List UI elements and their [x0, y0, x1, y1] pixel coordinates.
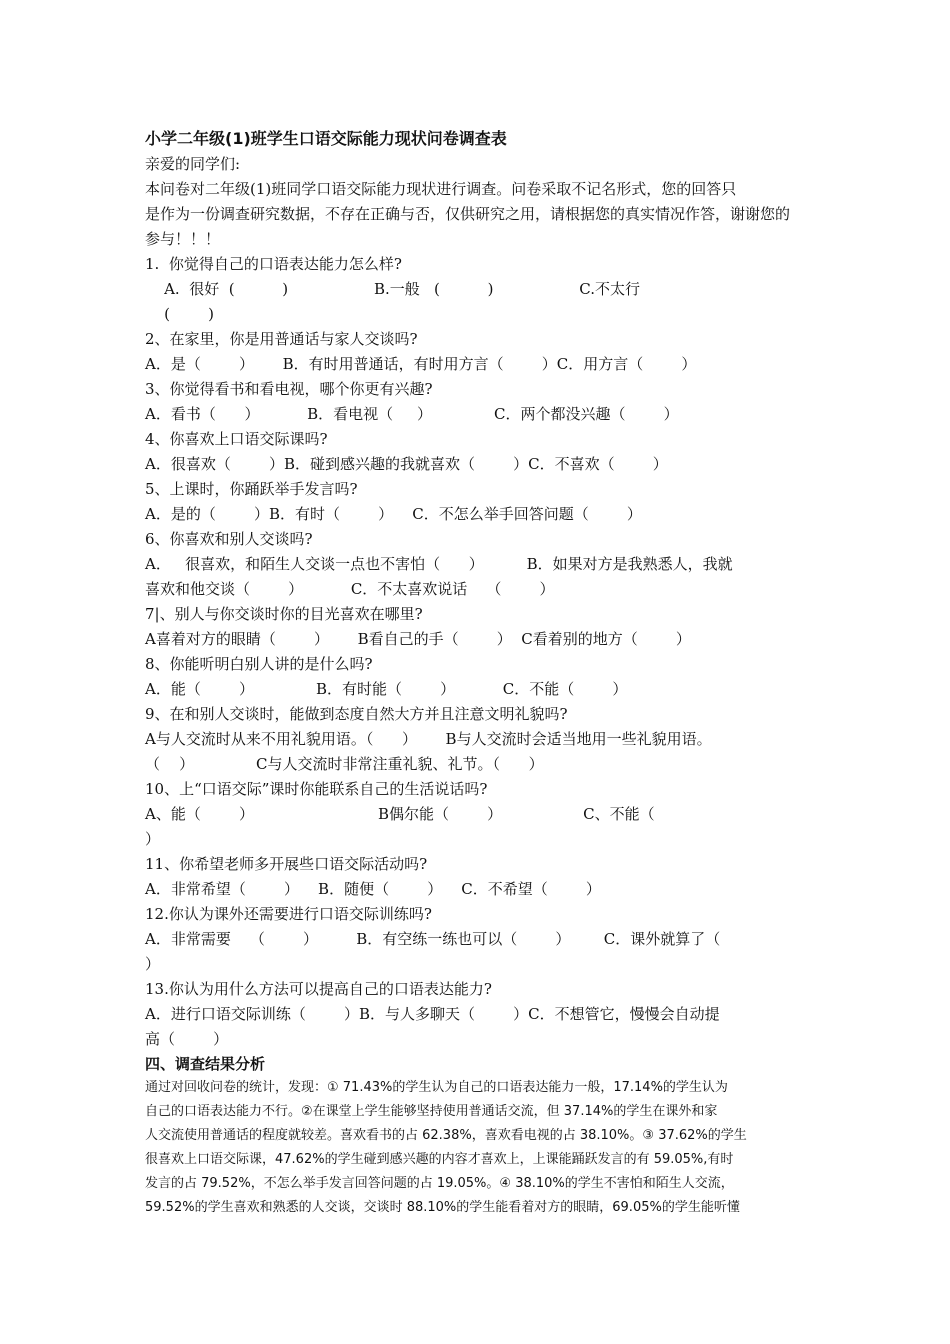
intro-line: 是作为一份调查研究数据，不存在正确与否，仅供研究之用，请根据您的真实情况作答，谢谢您的 — [145, 205, 791, 223]
question-6-options: 喜欢和他交谈（ ） C．不太喜欢说话 （ ） — [145, 580, 555, 598]
question-12-options: A．非常需要 （ ） B．有空练一练也可以（ ） C．课外就算了（ — [145, 930, 721, 948]
question-2-options: A．是（ ） B．有时用普通话，有时用方言（ ）C．用方言（ ） — [145, 355, 697, 373]
question-1-options: A. 很好 ( ) B.一般 ( ) C.不太行 — [145, 280, 640, 298]
question-8-options: A．能（ ） B．有时能（ ） C．不能（ ） — [145, 680, 628, 698]
greeting: 亲爱的同学们: — [145, 155, 241, 173]
analysis-line: 59.52%的学生喜欢和熟悉的人交谈，交谈时 88.10%的学生能看着对方的眼睛，69.05%的学生能听懂 — [145, 1200, 740, 1215]
question-11-options: A．非常希望（ ） B．随便（ ） C．不希望（ ） — [145, 880, 601, 898]
section-heading: 四、调查结果分析 — [145, 1055, 266, 1073]
question-6-options: A． 很喜欢，和陌生人交谈一点也不害怕（ ） B．如果对方是我熟悉人，我就 — [145, 555, 733, 573]
question-4-options: A．很喜欢（ ）B．碰到感兴趣的我就喜欢（ ）C．不喜欢（ ） — [145, 455, 668, 473]
question-9-options: （ ） C与人交流时非常注重礼貌、礼节。（ ） — [145, 755, 544, 773]
question-3: 3、你觉得看书和看电视，哪个你更有兴趣? — [145, 380, 433, 398]
question-12-options: ） — [145, 955, 161, 973]
question-12: 12.你认为课外还需要进行口语交际训练吗? — [145, 905, 432, 923]
question-13-options: A．进行口语交际训练（ ）B．与人多聊天（ ）C．不想管它，慢慢会自动提 — [145, 1005, 720, 1023]
question-7: 7|、别人与你交谈时你的目光喜欢在哪里? — [145, 605, 423, 623]
intro-line: 参与！！！ — [145, 230, 221, 248]
document-title: 小学二年级(1)班学生口语交际能力现状问卷调查表 — [145, 129, 507, 148]
question-1-options: ( ) — [145, 305, 214, 323]
question-8: 8、你能听明白别人讲的是什么吗? — [145, 655, 373, 673]
question-7-options: A喜着对方的眼睛（ ） B看自己的手（ ） C看着别的地方（ ） — [145, 630, 691, 648]
question-10-options: ） — [145, 830, 161, 848]
analysis-line: 自己的口语表达能力不行。②在课堂上学生能够坚持使用普通话交流，但 37.14%的学生在课外和家 — [145, 1104, 718, 1119]
analysis-line: 人交流使用普通话的程度就较差。喜欢看书的占 62.38%，喜欢看电视的占 38.10%。③ 37.62%的学生 — [145, 1128, 747, 1143]
question-13: 13.你认为用什么方法可以提高自己的口语表达能力? — [145, 980, 492, 998]
analysis-line: 很喜欢上口语交际课，47.62%的学生碰到感兴趣的内容才喜欢上，上课能踊跃发言的有 59.05%,有时 — [145, 1152, 734, 1167]
question-1: 1. 你觉得自己的口语表达能力怎么样? — [145, 255, 402, 273]
question-6: 6、你喜欢和别人交谈吗? — [145, 530, 313, 548]
question-9-options: A与人交流时从来不用礼貌用语。（ ） B与人交流时会适当地用一些礼貌用语。 — [145, 730, 712, 748]
question-10: 10、上“口语交际”课时你能联系自己的生活说话吗? — [145, 780, 488, 798]
analysis-line: 通过对回收问卷的统计，发现：① 71.43%的学生认为自己的口语表达能力一般，17.14%的学生认为 — [145, 1080, 728, 1095]
question-9: 9、在和别人交谈时，能做到态度自然大方并且注意文明礼貌吗? — [145, 705, 568, 723]
question-5: 5、上课时，你踊跃举手发言吗? — [145, 480, 358, 498]
intro-line: 本问卷对二年级(1)班同学口语交际能力现状进行调查。问卷采取不记名形式，您的回答只 — [145, 180, 737, 198]
question-11: 11、你希望老师多开展些口语交际活动吗? — [145, 855, 428, 873]
analysis-line: 发言的占 79.52%，不怎么举手发言回答问题的占 19.05%。④ 38.10%的学生不害怕和陌生人交流， — [145, 1176, 734, 1191]
question-3-options: A．看书（ ） B．看电视（ ） C．两个都没兴趣（ ） — [145, 405, 679, 423]
question-10-options: A、能（ ） B偶尔能（ ） C、不能（ — [145, 805, 655, 823]
question-5-options: A．是的（ ）B．有时（ ） C．不怎么举手回答问题（ ） — [145, 505, 642, 523]
question-4: 4、你喜欢上口语交际课吗? — [145, 430, 328, 448]
question-2: 2、在家里，你是用普通话与家人交谈吗? — [145, 330, 418, 348]
question-13-options: 高（ ） — [145, 1030, 229, 1048]
